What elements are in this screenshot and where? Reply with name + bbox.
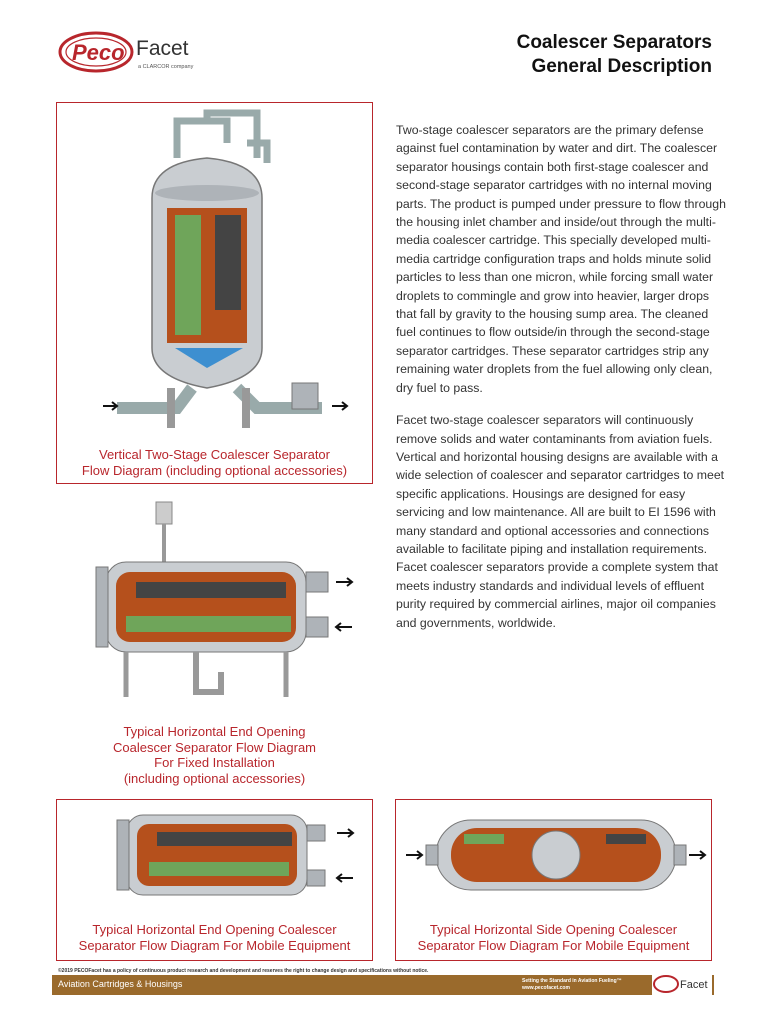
page-title (517, 31, 712, 79)
horizontal-fixed-caption-line-3: For Fixed Installation (154, 755, 275, 770)
vertical-separator-figure (56, 102, 373, 484)
outlet-arrow-icon (689, 851, 705, 859)
outlet-arrow-icon (332, 402, 347, 410)
logo-peco: Peco (72, 40, 125, 65)
description-text (396, 121, 726, 646)
side-mobile-diagram (396, 800, 711, 910)
inlet-arrow-icon (337, 874, 353, 882)
inlet-arrow-icon (406, 851, 422, 859)
side-mobile-caption-line-2: Separator Flow Diagram For Mobile Equipment (417, 937, 690, 953)
horizontal-fixed-caption (56, 724, 373, 786)
footer-section-label: Aviation Cartridges & Housings (58, 979, 183, 989)
side-mobile-caption-line-1: Typical Horizontal Side Opening Coalescer (429, 922, 678, 937)
horizontal-mobile-caption (57, 922, 372, 953)
inlet-arrow-icon (336, 623, 352, 631)
paragraph-1: Two-stage coalescer separators are the primary defense against fuel contamination by water and dirt. The coalescer separator housings contain both first-stage coalescer and second-stage separator cartridges with no internal moving parts. The product is pumped under pressure to flow through the housing inlet chamber and inside/out through the multi-media coalescer cartridge. This specially developed multi-media cartridge configuration traps and holds minute solid particles to less than one micron, while forcing small water droplets to commingle and grow into heavier, larger drops that fall by gravity to the housing sump area. The cleaned fuel continues to flow outside/in through the second-stage separator cartridges. These separator cartridges strip any remaining water droplets from the fuel allowing only clean, dry fuel to pass. (396, 123, 726, 395)
footer-slogan-block (522, 978, 622, 992)
horizontal-mobile-caption-line-1: Typical Horizontal End Opening Coalescer (92, 922, 337, 937)
vertical-caption-line-1: Vertical Two-Stage Coalescer Separator (99, 447, 330, 462)
outlet-arrow-icon (337, 829, 353, 837)
vertical-separator-diagram (57, 103, 372, 433)
vertical-caption-line-2: Flow Diagram (including optional accessories) (81, 462, 348, 478)
horizontal-fixed-figure (56, 492, 373, 792)
peco-facet-logo (58, 30, 208, 78)
logo-tagline: a CLARCOR company (138, 64, 194, 70)
vertical-caption (57, 447, 372, 478)
footer-logo-text: Facet (680, 979, 708, 991)
outlet-arrow-icon (336, 578, 352, 586)
horizontal-mobile-diagram (57, 800, 372, 910)
footer-logo (652, 972, 712, 996)
footer-logo-mark (652, 972, 712, 996)
horizontal-fixed-caption-line-2: Coalescer Separator Flow Diagram (112, 739, 317, 755)
title-line-1: Coalescer Separators (516, 32, 712, 53)
horizontal-fixed-caption-line-1: Typical Horizontal End Opening (123, 724, 306, 739)
horizontal-fixed-diagram (56, 492, 371, 702)
horizontal-mobile-caption-line-2: Separator Flow Diagram For Mobile Equipment (78, 937, 351, 953)
inlet-arrow-icon (103, 402, 117, 410)
title-line-2: General Description (531, 56, 712, 77)
side-mobile-caption (396, 922, 711, 953)
side-mobile-figure (395, 799, 712, 961)
footer-bar (52, 975, 714, 995)
horizontal-mobile-figure (56, 799, 373, 961)
footer-slogan: Setting the Standard in Aviation Fueling™ (522, 978, 622, 984)
footer-website[interactable]: www.pecofacet.com (522, 985, 570, 991)
copyright-notice: ©2019 PECOFacet has a policy of continuous product research and development and reserves the right to change design and specifications without notice. (58, 968, 429, 974)
paragraph-2: Facet two-stage coalescer separators will continuously remove solids and water contaminants from aviation fuels. Vertical and horizontal housing designs are available with a wide selection of coalescer and separator cartridges to meet specific applications. Housings are designed for easy servicing and low maintenance. All are built to EI 1596 with many standard and optional accessories and connections available to facilitate piping and installation requirements. Facet coalescer separators provide a complete system that meets industry standards and individual levels of effluent purity required by commercial airlines, major oil companies and governments, worldwide. (396, 413, 725, 630)
horizontal-fixed-caption-line-4: (including optional accessories) (123, 770, 306, 786)
logo-facet: Facet (136, 37, 189, 60)
